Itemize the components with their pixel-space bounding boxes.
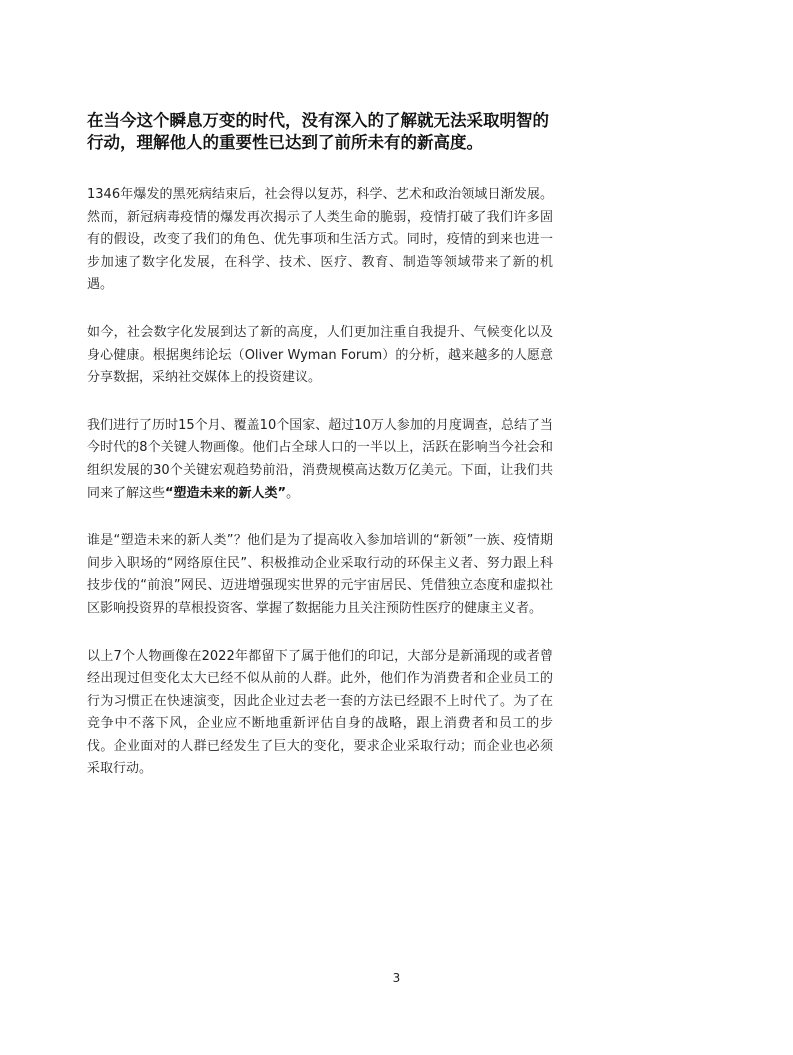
page-heading: 在当今这个瞬息万变的时代，没有深入的了解就无法采取明智的行动，理解他人的重要性已达到了前所未有的新高度。 bbox=[87, 111, 549, 152]
page-number: 3 bbox=[392, 971, 401, 985]
paragraph-3 bbox=[87, 415, 553, 505]
paragraph-5: 以上7个人物画像在2022年都留下了属于他们的印记，大部分是新涌现的或者曾经出现过但变化太大已经不似从前的人群。此外，他们作为消费者和企业员工的行为习惯正在快速演变，因此企业过去老一套的方法已经跟不上时代了。为了在竞争中不落下风，企业应不断地重新评估自身的战略，跟上消费者和员工的步伐。企业面对的人群已经发生了巨大的变化，要求企业采取行动；而企业也必须采取行动。 bbox=[87, 648, 553, 777]
paragraph-3-emphasis: “塑造未来的新人类” bbox=[165, 485, 287, 501]
paragraph-2: 如今，社会数字化发展到达了新的高度，人们更加注重自我提升、气候变化以及身心健康。根据奥纬论坛（Oliver Wyman Forum）的分析，越来越多的人愿意分享数据，采纳社交媒体上的投资建议。 bbox=[87, 324, 553, 386]
paragraph-1: 1346年爆发的黑死病结束后，社会得以复苏，科学、艺术和政治领域日渐发展。然而，新冠病毒疫情的爆发再次揭示了人类生命的脆弱，疫情打破了我们许多固有的假设，改变了我们的角色、优先事项和生活方式。同时，疫情的到来也进一步加速了数字化发展，在科学、技术、医疗、教育、制造等领域带来了新的机遇。 bbox=[87, 187, 553, 293]
body-text bbox=[87, 184, 553, 806]
paragraph-4: 谁是“塑造未来的新人类”？他们是为了提高收入参加培训的“新领”一族、疫情期间步入职场的“网络原住民”、积极推动企业采取行动的环保主义者、努力跟上科技步伐的“前浪”网民、迈进增强现实世界的元宇宙居民、凭借独立态度和虚拟社区影响投资界的草根投资客、掌握了数据能力且关注预防性医疗的健康主义者。 bbox=[87, 533, 553, 616]
paragraph-3-text: 我们进行了历时15个月、覆盖10个国家、超过10万人参加的月度调查，总结了当今时代的8个关键人物画像。他们占全球人口的一半以上，活跃在影响当今社会和组织发展的30个关键宏观趋势前沿，消费规模高达数万亿美元。下面，让我们共同来了解这些 bbox=[87, 417, 553, 501]
paragraph-3-tail: 。 bbox=[286, 485, 300, 501]
